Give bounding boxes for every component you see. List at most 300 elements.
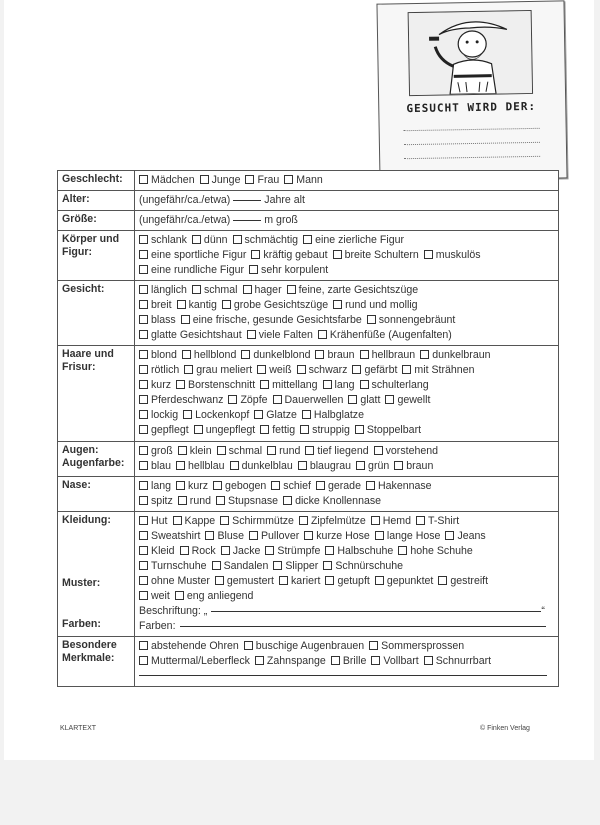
checkbox-box[interactable] xyxy=(177,300,186,309)
checkbox-box[interactable] xyxy=(243,285,252,294)
checkbox-box[interactable] xyxy=(194,425,203,434)
checkbox-option[interactable] xyxy=(360,378,429,393)
row-label-cell xyxy=(58,171,135,191)
checkbox-option[interactable] xyxy=(271,479,311,494)
checkbox-box[interactable] xyxy=(360,350,369,359)
checkbox-box[interactable] xyxy=(180,546,189,555)
checkbox-option[interactable] xyxy=(178,494,211,509)
row-options-cell xyxy=(135,512,559,637)
checkbox-option[interactable] xyxy=(360,348,416,363)
checkbox-label: länglich xyxy=(151,284,187,296)
poster-blank-line xyxy=(404,156,540,159)
checkbox-option[interactable] xyxy=(325,544,393,559)
checkbox-box[interactable] xyxy=(139,481,148,490)
checkbox-box[interactable] xyxy=(139,641,148,650)
checkbox-label: braun xyxy=(406,460,434,472)
checkbox-option[interactable] xyxy=(213,479,266,494)
checkbox-option[interactable] xyxy=(316,479,361,494)
checkbox-box[interactable] xyxy=(315,350,324,359)
checkbox-option[interactable] xyxy=(318,328,452,343)
checkbox-option[interactable] xyxy=(333,298,417,313)
checkbox-box[interactable] xyxy=(279,576,288,585)
option-line xyxy=(139,173,554,188)
checkbox-box[interactable] xyxy=(302,410,311,419)
checkbox-option[interactable] xyxy=(139,408,178,423)
checkbox-option[interactable] xyxy=(139,639,239,654)
checkbox-box[interactable] xyxy=(300,425,309,434)
checkbox-option[interactable] xyxy=(302,408,364,423)
checkbox-option[interactable] xyxy=(139,298,172,313)
checkbox-box[interactable] xyxy=(212,561,221,570)
checkbox-box[interactable] xyxy=(176,481,185,490)
checkbox-box[interactable] xyxy=(352,365,361,374)
checkbox-option[interactable] xyxy=(265,544,320,559)
checkbox-option[interactable] xyxy=(139,328,242,343)
checkbox-box[interactable] xyxy=(139,516,148,525)
checkbox-label: sehr korpulent xyxy=(261,264,329,276)
checkbox-option[interactable] xyxy=(139,494,173,509)
checkbox-label: T-Shirt xyxy=(427,515,460,527)
checkbox-option[interactable] xyxy=(192,283,238,298)
checkbox-box[interactable] xyxy=(247,330,256,339)
checkbox-option[interactable] xyxy=(176,479,208,494)
checkbox-box[interactable] xyxy=(356,461,365,470)
checkbox-box[interactable] xyxy=(139,576,148,585)
checkbox-label: breit xyxy=(151,299,172,311)
checkbox-box[interactable] xyxy=(139,561,148,570)
checkbox-label: lang xyxy=(151,480,172,492)
checkbox-option[interactable] xyxy=(139,378,171,393)
checkbox-label: dunkelblau xyxy=(241,460,293,472)
checkbox-box[interactable] xyxy=(369,641,378,650)
checkbox-option[interactable] xyxy=(375,529,441,544)
checkbox-option[interactable] xyxy=(254,408,297,423)
checkbox-label: breite Schultern xyxy=(344,249,419,261)
checkbox-label: Turnschuhe xyxy=(151,560,207,572)
checkbox-option[interactable] xyxy=(416,514,459,529)
checkbox-option[interactable] xyxy=(257,363,291,378)
checkbox-option[interactable] xyxy=(182,348,236,363)
checkbox-option[interactable] xyxy=(177,298,217,313)
checkbox-box[interactable] xyxy=(385,395,394,404)
checkbox-box[interactable] xyxy=(260,380,269,389)
checkbox-label: Pferdeschwanz xyxy=(151,394,224,406)
checkbox-box[interactable] xyxy=(217,446,226,455)
checkbox-box[interactable] xyxy=(375,531,384,540)
checkbox-box[interactable] xyxy=(416,516,425,525)
checkbox-box[interactable] xyxy=(271,481,280,490)
checkbox-option[interactable] xyxy=(139,348,177,363)
row-label: Körper und Figur: xyxy=(62,233,120,258)
checkbox-option[interactable] xyxy=(139,233,187,248)
checkbox-label: ungepflegt xyxy=(205,424,256,436)
checkbox-box[interactable] xyxy=(367,315,376,324)
row-label-pattern: Muster: xyxy=(62,577,101,589)
row-label: Nase: xyxy=(62,479,91,491)
checkbox-box[interactable] xyxy=(139,235,148,244)
checkbox-box[interactable] xyxy=(241,350,250,359)
checkbox-label: eine zierliche Figur xyxy=(315,234,405,246)
checkbox-box[interactable] xyxy=(333,250,342,259)
checkbox-label: rund und mollig xyxy=(345,299,418,311)
checkbox-label: Jeans xyxy=(457,530,486,542)
checkbox-box[interactable] xyxy=(445,531,454,540)
checkbox-box[interactable] xyxy=(375,576,384,585)
checkbox-option[interactable] xyxy=(194,423,255,438)
checkbox-option[interactable] xyxy=(424,248,481,263)
checkbox-option[interactable] xyxy=(304,529,370,544)
checkbox-option[interactable] xyxy=(180,544,216,559)
checkbox-box[interactable] xyxy=(260,425,269,434)
option-line xyxy=(139,263,554,278)
checkbox-option[interactable] xyxy=(139,574,210,589)
checkbox-box[interactable] xyxy=(230,461,239,470)
checkbox-option[interactable] xyxy=(173,514,216,529)
checkbox-option[interactable] xyxy=(205,529,244,544)
checkbox-box[interactable] xyxy=(254,410,263,419)
checkbox-option[interactable] xyxy=(303,233,404,248)
form-row xyxy=(58,442,559,477)
checkbox-box[interactable] xyxy=(398,546,407,555)
checkbox-box[interactable] xyxy=(360,380,369,389)
checkbox-box[interactable] xyxy=(273,395,282,404)
checkbox-label: Zöpfe xyxy=(240,394,268,406)
checkbox-box[interactable] xyxy=(205,531,214,540)
checkbox-option[interactable] xyxy=(402,363,474,378)
checkbox-box[interactable] xyxy=(299,516,308,525)
checkbox-option[interactable] xyxy=(298,459,351,474)
checkbox-label: Mann xyxy=(296,174,323,186)
checkbox-box[interactable] xyxy=(424,250,433,259)
footer-copyright: © Finken Verlag xyxy=(480,725,530,732)
checkbox-option[interactable] xyxy=(212,559,269,574)
checkbox-option[interactable] xyxy=(228,393,267,408)
checkbox-option[interactable] xyxy=(300,423,350,438)
checkbox-label: Stupsnase xyxy=(228,495,279,507)
checkbox-option[interactable] xyxy=(221,544,261,559)
checkbox-option[interactable] xyxy=(371,514,411,529)
label-text-field[interactable] xyxy=(211,611,541,612)
checkbox-box[interactable] xyxy=(402,365,411,374)
checkbox-label: Jacke xyxy=(232,545,261,557)
checkbox-label: kurze Hose xyxy=(316,530,370,542)
checkbox-option[interactable] xyxy=(297,363,348,378)
checkbox-option[interactable] xyxy=(323,378,355,393)
checkbox-option[interactable] xyxy=(385,393,430,408)
checkbox-option[interactable] xyxy=(175,589,254,604)
checkbox-option[interactable] xyxy=(273,393,344,408)
row-options-cell xyxy=(135,281,559,346)
checkbox-option[interactable] xyxy=(200,173,241,188)
description-form xyxy=(57,170,559,687)
checkbox-option[interactable] xyxy=(220,514,294,529)
checkbox-box[interactable] xyxy=(323,380,332,389)
checkbox-box[interactable] xyxy=(283,496,292,505)
checkbox-option[interactable] xyxy=(139,459,171,474)
checkbox-option[interactable] xyxy=(178,444,212,459)
checkbox-option[interactable] xyxy=(438,574,488,589)
checkbox-option[interactable] xyxy=(299,514,366,529)
checkbox-box[interactable] xyxy=(139,446,148,455)
checkbox-box[interactable] xyxy=(139,285,148,294)
checkbox-option[interactable] xyxy=(352,363,397,378)
option-line xyxy=(139,283,554,298)
checkbox-box[interactable] xyxy=(216,496,225,505)
checkbox-box[interactable] xyxy=(182,350,191,359)
checkbox-label: Hemd xyxy=(382,515,411,527)
checkbox-box[interactable] xyxy=(420,350,429,359)
checkbox-option[interactable] xyxy=(139,248,246,263)
checkbox-option[interactable] xyxy=(230,459,293,474)
checkbox-option[interactable] xyxy=(369,639,464,654)
checkbox-box[interactable] xyxy=(139,591,148,600)
checkbox-box[interactable] xyxy=(305,446,314,455)
footer-publisher-series: KLARTEXT xyxy=(60,725,97,732)
checkbox-box[interactable] xyxy=(178,446,187,455)
checkbox-option[interactable] xyxy=(255,654,326,669)
checkbox-box[interactable] xyxy=(366,481,375,490)
checkbox-option[interactable] xyxy=(371,654,418,669)
checkbox-box[interactable] xyxy=(297,365,306,374)
checkbox-box[interactable] xyxy=(371,516,380,525)
checkbox-label: kariert xyxy=(291,575,321,587)
checkbox-option[interactable] xyxy=(139,654,250,669)
checkbox-box[interactable] xyxy=(267,446,276,455)
checkbox-option[interactable] xyxy=(139,173,195,188)
checkbox-option[interactable] xyxy=(247,328,313,343)
form-row xyxy=(58,281,559,346)
checkbox-option[interactable] xyxy=(184,363,252,378)
checkbox-option[interactable] xyxy=(139,514,168,529)
checkbox-option[interactable] xyxy=(215,574,274,589)
checkbox-option[interactable] xyxy=(139,423,189,438)
checkbox-box[interactable] xyxy=(139,300,148,309)
checkbox-box[interactable] xyxy=(213,481,222,490)
checkbox-option[interactable] xyxy=(217,444,263,459)
checkbox-box[interactable] xyxy=(284,175,293,184)
checkbox-box[interactable] xyxy=(298,461,307,470)
checkbox-option[interactable] xyxy=(366,479,432,494)
checkbox-option[interactable] xyxy=(273,559,318,574)
checkbox-option[interactable] xyxy=(267,444,300,459)
checkbox-option[interactable] xyxy=(192,233,228,248)
checkbox-option[interactable] xyxy=(305,444,368,459)
checkbox-option[interactable] xyxy=(139,444,173,459)
checkbox-label: blond xyxy=(151,349,177,361)
fill-in-blank[interactable] xyxy=(233,200,261,201)
checkbox-box[interactable] xyxy=(303,235,312,244)
checkbox-box[interactable] xyxy=(184,365,193,374)
colors-field[interactable] xyxy=(180,626,546,627)
checkbox-box[interactable] xyxy=(215,576,224,585)
checkbox-box[interactable] xyxy=(394,461,403,470)
checkbox-label: eine rundliche Figur xyxy=(151,264,245,276)
checkbox-box[interactable] xyxy=(244,641,253,650)
checkbox-box[interactable] xyxy=(139,250,148,259)
checkbox-box[interactable] xyxy=(139,350,148,359)
unit-suffix: m groß xyxy=(264,214,298,226)
checkbox-option[interactable] xyxy=(249,263,328,278)
checkbox-option[interactable] xyxy=(333,248,419,263)
checkbox-option[interactable] xyxy=(139,363,179,378)
checkbox-box[interactable] xyxy=(355,425,364,434)
checkbox-option[interactable] xyxy=(356,459,389,474)
checkbox-option[interactable] xyxy=(374,444,438,459)
checkbox-box[interactable] xyxy=(192,285,201,294)
checkbox-option[interactable] xyxy=(394,459,433,474)
checkbox-option[interactable] xyxy=(244,639,364,654)
checkbox-label: Hakennase xyxy=(377,480,432,492)
form-row xyxy=(58,171,559,191)
checkbox-box[interactable] xyxy=(265,546,274,555)
checkbox-box[interactable] xyxy=(255,656,264,665)
checkbox-box[interactable] xyxy=(192,235,201,244)
checkbox-option[interactable] xyxy=(176,378,255,393)
checkbox-option[interactable] xyxy=(241,348,310,363)
checkbox-box[interactable] xyxy=(139,531,148,540)
checkbox-box[interactable] xyxy=(139,365,148,374)
checkbox-label: Pullover xyxy=(260,530,300,542)
checkbox-box[interactable] xyxy=(139,330,148,339)
checkbox-option[interactable] xyxy=(367,313,456,328)
checkbox-box[interactable] xyxy=(178,496,187,505)
checkbox-box[interactable] xyxy=(139,546,148,555)
checkbox-option[interactable] xyxy=(139,263,244,278)
checkbox-option[interactable] xyxy=(424,654,491,669)
checkbox-box[interactable] xyxy=(438,576,447,585)
checkbox-option[interactable] xyxy=(323,559,403,574)
checkbox-option[interactable] xyxy=(284,173,323,188)
option-line xyxy=(139,529,554,544)
checkbox-option[interactable] xyxy=(348,393,380,408)
checkbox-option[interactable] xyxy=(279,574,320,589)
checkbox-box[interactable] xyxy=(139,265,148,274)
checkbox-box[interactable] xyxy=(249,265,258,274)
row-label: Alter: xyxy=(62,193,90,205)
checkbox-option[interactable] xyxy=(139,529,200,544)
checkbox-label: kantig xyxy=(188,299,217,311)
checkbox-box[interactable] xyxy=(181,315,190,324)
checkbox-option[interactable] xyxy=(315,348,354,363)
checkbox-box[interactable] xyxy=(333,300,342,309)
checkbox-box[interactable] xyxy=(139,461,148,470)
checkbox-box[interactable] xyxy=(220,516,229,525)
checkbox-option[interactable] xyxy=(287,283,419,298)
checkbox-box[interactable] xyxy=(233,235,242,244)
checkbox-label: Junge xyxy=(211,174,241,186)
checkbox-box[interactable] xyxy=(245,175,254,184)
checkbox-option[interactable] xyxy=(260,378,317,393)
checkbox-option[interactable] xyxy=(139,393,223,408)
checkbox-box[interactable] xyxy=(175,591,184,600)
checkbox-option[interactable] xyxy=(139,559,207,574)
checkbox-option[interactable] xyxy=(260,423,295,438)
checkbox-box[interactable] xyxy=(139,175,148,184)
fill-in-blank[interactable] xyxy=(233,220,261,221)
row-label: Augen: Augenfarbe: xyxy=(62,444,125,469)
checkbox-option[interactable] xyxy=(181,313,362,328)
checkbox-box[interactable] xyxy=(287,285,296,294)
checkbox-option[interactable] xyxy=(445,529,485,544)
checkbox-option[interactable] xyxy=(249,529,299,544)
checkbox-option[interactable] xyxy=(331,654,367,669)
checkbox-box[interactable] xyxy=(221,546,230,555)
checkbox-option[interactable] xyxy=(355,423,421,438)
checkbox-option[interactable] xyxy=(245,173,279,188)
checkbox-option[interactable] xyxy=(139,313,176,328)
checkbox-box[interactable] xyxy=(325,546,334,555)
checkbox-box[interactable] xyxy=(348,395,357,404)
checkbox-option[interactable] xyxy=(233,233,299,248)
checkbox-box[interactable] xyxy=(304,531,313,540)
option-line xyxy=(139,574,554,589)
checkbox-box[interactable] xyxy=(173,516,182,525)
checkbox-option[interactable] xyxy=(139,589,170,604)
checkbox-option[interactable] xyxy=(139,544,175,559)
option-line xyxy=(139,423,554,438)
checkbox-box[interactable] xyxy=(331,656,340,665)
checkbox-box[interactable] xyxy=(371,656,380,665)
checkbox-option[interactable] xyxy=(420,348,490,363)
checkbox-option[interactable] xyxy=(222,298,328,313)
checkbox-option[interactable] xyxy=(283,494,381,509)
checkbox-box[interactable] xyxy=(139,410,148,419)
checkbox-box[interactable] xyxy=(273,561,282,570)
checkbox-box[interactable] xyxy=(424,656,433,665)
checkbox-label: Schirmmütze xyxy=(232,515,294,527)
checkbox-option[interactable] xyxy=(216,494,278,509)
checkbox-box[interactable] xyxy=(176,380,185,389)
extra-notes-line[interactable] xyxy=(139,675,547,676)
checkbox-option[interactable] xyxy=(325,574,369,589)
checkbox-label: Zahnspange xyxy=(266,655,326,667)
checkbox-option[interactable] xyxy=(183,408,249,423)
checkbox-label: hellblau xyxy=(188,460,225,472)
checkbox-option[interactable] xyxy=(176,459,225,474)
checkbox-box[interactable] xyxy=(139,496,148,505)
checkbox-box[interactable] xyxy=(251,250,260,259)
checkbox-box[interactable] xyxy=(139,395,148,404)
checkbox-box[interactable] xyxy=(374,446,383,455)
checkbox-box[interactable] xyxy=(228,395,237,404)
option-line xyxy=(139,494,554,509)
option-line xyxy=(139,544,554,559)
checkbox-label: Mädchen xyxy=(151,174,195,186)
checkbox-box[interactable] xyxy=(323,561,332,570)
checkbox-option[interactable] xyxy=(375,574,434,589)
checkbox-box[interactable] xyxy=(325,576,334,585)
checkbox-box[interactable] xyxy=(139,656,148,665)
checkbox-box[interactable] xyxy=(139,380,148,389)
checkbox-box[interactable] xyxy=(176,461,185,470)
checkbox-box[interactable] xyxy=(139,425,148,434)
checkbox-box[interactable] xyxy=(139,315,148,324)
checkbox-box[interactable] xyxy=(257,365,266,374)
checkbox-box[interactable] xyxy=(222,300,231,309)
checkbox-box[interactable] xyxy=(318,330,327,339)
checkbox-option[interactable] xyxy=(398,544,472,559)
checkbox-box[interactable] xyxy=(249,531,258,540)
checkbox-option[interactable] xyxy=(139,479,171,494)
checkbox-label: glatt xyxy=(360,394,381,406)
checkbox-option[interactable] xyxy=(243,283,282,298)
checkbox-box[interactable] xyxy=(183,410,192,419)
checkbox-box[interactable] xyxy=(316,481,325,490)
row-label: Kleidung: xyxy=(62,514,111,526)
checkbox-box[interactable] xyxy=(200,175,209,184)
checkbox-option[interactable] xyxy=(251,248,327,263)
checkbox-option[interactable] xyxy=(139,283,187,298)
